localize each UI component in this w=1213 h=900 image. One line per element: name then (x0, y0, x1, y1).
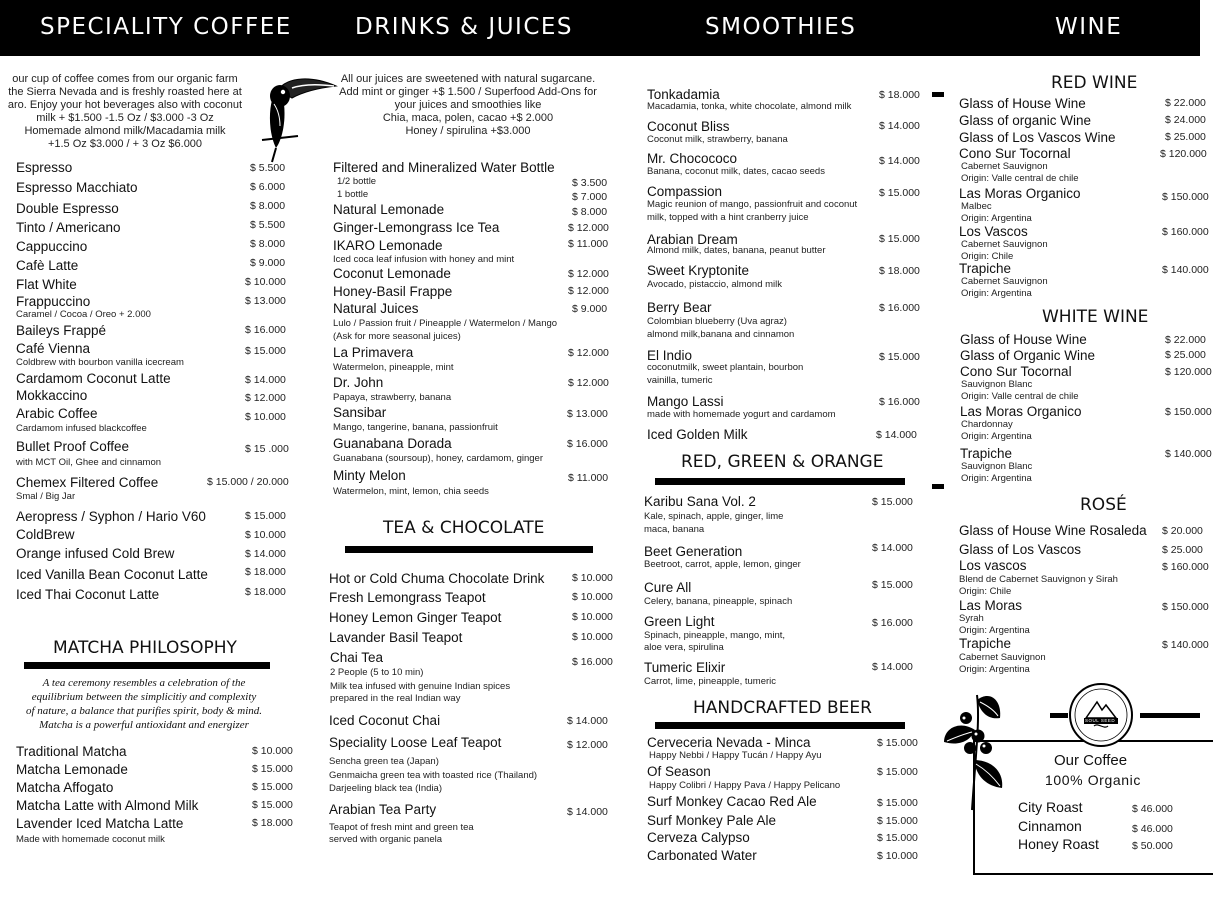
section-divider (345, 546, 593, 553)
menu-item-price: $ 10.000 (572, 631, 613, 643)
menu-item-price: $ 25.000 (1162, 544, 1203, 556)
intro-line: All our juices are sweetened with natural sugarcane. (340, 73, 596, 85)
quote-line: of nature, a balance that purifies spirit, body & mind. (25, 705, 263, 717)
menu-item-price: $ 150.000 (1162, 191, 1209, 203)
menu-item-note: Kale, spinach, apple, ginger, lime (644, 511, 784, 522)
menu-item-price: $ 15.000 (877, 737, 918, 749)
menu-item-name: Trapiche (959, 261, 1012, 276)
menu-item-price: $ 10.000 (245, 529, 286, 541)
menu-item-price: $ 16.000 (872, 617, 913, 629)
menu-item-name: Orange infused Cold Brew (16, 546, 175, 561)
coffee-header: SPECIALITY COFFEE (40, 14, 292, 40)
menu-item-price: $ 50.000 (1132, 840, 1173, 852)
menu-item-note: Mango, tangerine, banana, passionfruit (333, 422, 498, 433)
menu-item-price: $ 12.000 (568, 222, 609, 234)
menu-item-price: $ 13.000 (567, 408, 608, 420)
menu-item-price: $ 12.000 (567, 739, 608, 751)
menu-item-note: Origin: Argentina (961, 213, 1032, 224)
menu-item-price: $ 120.000 (1165, 366, 1212, 378)
menu-item-price: $ 140.000 (1162, 639, 1209, 651)
quote-line: equilibrium between the simplicitiy and complexity (31, 691, 257, 703)
menu-item-name: Iced Coconut Chai (329, 713, 441, 728)
menu-item-price: $ 15.000 (245, 510, 286, 522)
beer-title: HANDCRAFTED BEER (693, 698, 872, 718)
menu-item-name: Café Vienna (16, 341, 91, 356)
menu-item-note: vainilla, tumeric (647, 375, 713, 386)
menu-item-price: $ 15.000 (877, 832, 918, 844)
menu-item-note: Coldbrew with bourbon vanilla icecream (16, 357, 184, 368)
menu-item-note: 2 People (5 to 10 min) (330, 667, 424, 678)
menu-item-name: Espresso (16, 160, 73, 175)
menu-item-price: $ 16.000 (567, 438, 608, 450)
menu-item-price: $ 11.000 (568, 238, 609, 250)
menu-item-price: $ 14.000 (567, 806, 608, 818)
menu-item-price: $ 3.500 (572, 177, 608, 189)
menu-item-price: $ 15.000 (877, 766, 918, 778)
menu-item-note: Darjeeling black tea (India) (329, 783, 443, 794)
intro-line: Chia, maca, polen, cacao +$ 2.000 (382, 112, 554, 124)
section-divider (655, 722, 905, 729)
menu-item-name: Las Moras Organico (959, 186, 1081, 201)
menu-item-price: $ 8.000 (572, 206, 608, 218)
menu-item-note: Spinach, pineapple, mango, mint, (644, 630, 786, 641)
menu-item-price: $ 12.000 (568, 268, 609, 280)
menu-item-name: Compassion (647, 184, 723, 199)
menu-item-name: Cerveceria Nevada - Minca (647, 735, 811, 750)
menu-item-price: $ 18.000 (879, 265, 920, 277)
menu-item-price: $ 5.500 (250, 162, 286, 174)
menu-item-name: Beet Generation (644, 544, 743, 559)
menu-item-price: $ 15.000 (872, 496, 913, 508)
matcha-title: MATCHA PHILOSOPHY (53, 638, 237, 658)
menu-item-price: $ 15.000 (879, 351, 920, 363)
menu-item-note: Papaya, strawberry, banana (333, 392, 452, 403)
menu-item-price: $ 14.000 (879, 155, 920, 167)
menu-item-note: (Ask for more seasonal juices) (333, 331, 461, 342)
menu-item-name: Lavender Iced Matcha Latte (16, 816, 184, 831)
red-wine-title: RED WINE (1051, 73, 1138, 93)
drinks-header: DRINKS & JUICES (355, 14, 574, 40)
menu-item-name: Hot or Cold Chuma Chocolate Drink (329, 571, 545, 586)
menu-item-name: Minty Melon (333, 468, 406, 483)
menu-item-price: $ 140.000 (1162, 264, 1209, 276)
menu-item-note: Guanabana (soursoup), honey, cardamom, ginger (333, 453, 544, 464)
menu-item-name: Cono Sur Tocornal (959, 146, 1071, 161)
menu-item-name: Cure All (644, 580, 692, 595)
menu-item-note: Origin: Argentina (959, 664, 1030, 675)
menu-item-note: Almond milk, dates, banana, peanut butter (647, 245, 826, 256)
menu-item-name: Natural Juices (333, 301, 419, 316)
drinks-intro (328, 73, 608, 138)
intro-line: aro. Enjoy your hot beverages also with coconut (7, 99, 243, 111)
menu-item-name: Glass of Los Vascos (959, 542, 1082, 557)
quote-line: Matcha is a powerful antioxidant and energizer (39, 719, 249, 731)
menu-item-price: $ 14.000 (567, 715, 608, 727)
menu-item-name: Glass of House Wine Rosaleda (959, 523, 1147, 538)
menu-item-price: $ 140.000 (1165, 448, 1212, 460)
menu-item-note: Banana, coconut milk, dates, cacao seeds (647, 166, 825, 177)
menu-item-name: IKARO Lemonade (333, 238, 443, 253)
menu-item-name: Mango Lassi (647, 394, 724, 409)
menu-item-price: $ 14.000 (245, 548, 286, 560)
menu-item-note: Sauvignon Blanc (961, 379, 1033, 390)
logo-text: SOUL SEED (1085, 718, 1116, 723)
menu-item-price: $ 10.000 (877, 850, 918, 862)
menu-item-note: Lulo / Passion fruit / Pineapple / Watermelon / Mango (333, 318, 558, 329)
section-divider (1140, 713, 1200, 718)
menu-item-note: Watermelon, pineapple, mint (333, 362, 454, 373)
menu-subitem-name: 1 bottle (337, 189, 369, 200)
menu-item-price: $ 12.000 (568, 285, 609, 297)
menu-item-name: Arabian Tea Party (329, 802, 437, 817)
menu-item-price: $ 14.000 (879, 120, 920, 132)
menu-item-price: $ 16.000 (245, 324, 286, 336)
section-divider (24, 662, 270, 669)
menu-item-note: with MCT Oil, Ghee and cinnamon (16, 457, 162, 468)
menu-item-name: Cappuccino (16, 239, 88, 254)
menu-item-price: $ 15 .000 (245, 443, 289, 455)
menu-item-price: $ 46.000 (1132, 803, 1173, 815)
menu-item-price: $ 22.000 (1165, 334, 1206, 346)
menu-item-name: City Roast (1018, 799, 1083, 815)
menu-item-note: Macadamia, tonka, white chocolate, almond milk (647, 101, 852, 112)
menu-item-name: Coconut Bliss (647, 119, 730, 134)
menu-item-note: Malbec (961, 201, 992, 212)
menu-item-name: Mr. Chocococo (647, 151, 738, 166)
menu-item-price: $ 14.000 (872, 661, 913, 673)
menu-item-note: Made with homemade coconut milk (16, 834, 165, 845)
tea-title: TEA & CHOCOLATE (383, 518, 545, 538)
menu-item-price: $ 15.000 (252, 763, 293, 775)
menu-item-price: $ 150.000 (1165, 406, 1212, 418)
intro-line: our cup of coffee comes from our organic farm (12, 73, 238, 85)
menu-item-price: $ 14.000 (245, 374, 286, 386)
menu-item-name: Arabian Dream (647, 232, 738, 247)
menu-item-name: Sweet Kryptonite (647, 263, 750, 278)
menu-item-name: Of Season (647, 764, 711, 779)
menu-item-price: $ 15.000 (877, 797, 918, 809)
menu-item-name: Trapiche (960, 446, 1013, 461)
intro-line: Homemade almond milk/Macadamia milk (24, 125, 226, 137)
intro-line: your juices and smoothies like (394, 99, 542, 111)
menu-item-name: Flat White (16, 277, 77, 292)
menu-item-name: Iced Vanilla Bean Coconut Latte (16, 567, 208, 582)
menu-item-price: $ 12.000 (568, 347, 609, 359)
menu-item-name: Chemex Filtered Coffee (16, 475, 159, 490)
menu-item-name: Espresso Macchiato (16, 180, 138, 195)
menu-item-price: $ 15.000 (877, 815, 918, 827)
menu-item-name: Chai Tea (330, 650, 384, 665)
menu-item-price: $ 16.000 (879, 396, 920, 408)
coffee-branch-illustration (942, 690, 1010, 815)
menu-item-note: Watermelon, mint, lemon, chia seeds (333, 486, 489, 497)
menu-item-note: Avocado, pistaccio, almond milk (647, 279, 782, 290)
menu-item-price: $ 15.000 (252, 781, 293, 793)
menu-item-note: prepared in the real Indian way (330, 693, 461, 704)
menu-item-price: $ 18.000 (245, 566, 286, 578)
menu-item-name: Los vascos (959, 558, 1027, 573)
menu-item-name: ColdBrew (16, 527, 75, 542)
rgo-title: RED, GREEN & ORANGE (681, 452, 884, 472)
menu-item-note: Cabernet Sauvignon (959, 652, 1046, 663)
menu-item-name: Bullet Proof Coffee (16, 439, 130, 454)
menu-item-price: $ 8.000 (250, 238, 286, 250)
menu-item-note: Genmaicha green tea with toasted rice (Thailand) (329, 770, 538, 781)
intro-line: the Sierra Nevada and is freshly roasted here at (8, 86, 242, 98)
menu-item-name: Las Moras Organico (960, 404, 1082, 419)
menu-item-name: Las Moras (959, 598, 1023, 613)
menu-item-price: $ 7.000 (572, 191, 608, 203)
rose-title: ROSÉ (1080, 495, 1127, 515)
menu-item-name: La Primavera (333, 345, 414, 360)
intro-line: Add mint or ginger +$ 1.500 / Superfood Add-Ons for (339, 86, 597, 98)
menu-item-price: $ 15.000 (872, 579, 913, 591)
menu-item-note: Smal / Big Jar (16, 491, 76, 502)
menu-item-price: $ 10.000 (572, 572, 613, 584)
menu-item-price: $ 18.000 (879, 89, 920, 101)
menu-item-price: $ 150.000 (1162, 601, 1209, 613)
menu-item-name: Lavander Basil Teapot (329, 630, 463, 645)
menu-item-price: $ 18.000 (245, 586, 286, 598)
our-coffee-subtitle: 100% Organic (1045, 772, 1141, 788)
menu-item-price: $ 10.000 (572, 591, 613, 603)
menu-item-note: Cardamom infused blackcoffee (16, 423, 147, 434)
menu-item-price: $ 20.000 (1162, 525, 1203, 537)
menu-item-name: Matcha Lemonade (16, 762, 128, 777)
menu-item-note: Magic reunion of mango, passionfruit and coconut (647, 199, 858, 210)
menu-item-note: Sauvignon Blanc (961, 461, 1033, 472)
menu-item-name: Mokkaccino (16, 388, 88, 403)
menu-item-name: Surf Monkey Cacao Red Ale (647, 794, 817, 809)
menu-item-name: Glass of House Wine (959, 96, 1086, 111)
menu-item-note: coconutmilk, sweet plantain, bourbon (647, 362, 804, 373)
menu-item-name: Cerveza Calypso (647, 830, 750, 845)
menu-item-price: $ 16.000 (572, 656, 613, 668)
menu-item-note: Beetroot, carrot, apple, lemon, ginger (644, 559, 801, 570)
menu-item-name: Iced Golden Milk (647, 427, 748, 442)
menu-item-price: $ 160.000 (1162, 561, 1209, 573)
menu-item-price: $ 25.000 (1165, 131, 1206, 143)
menu-item-note: Blend de Cabernet Sauvignon y Sirah (959, 574, 1118, 585)
intro-line: milk + $1.500 -1.5 Oz / $3.000 -3 Oz (36, 112, 214, 124)
menu-item-price: $ 8.000 (250, 200, 286, 212)
menu-item-name: Filtered and Mineralized Water Bottle (333, 160, 555, 175)
menu-item-name: Tonkadamia (647, 87, 720, 102)
soul-seed-logo (1066, 680, 1136, 750)
menu-item-name: Coconut Lemonade (333, 266, 451, 281)
menu-item-price: $ 15.000 (879, 233, 920, 245)
menu-item-note: Origin: Argentina (961, 431, 1032, 442)
menu-item-price: $ 11.000 (568, 472, 609, 484)
menu-item-name: Speciality Loose Leaf Teapot (329, 735, 502, 750)
menu-item-name: Cinnamon (1018, 818, 1082, 834)
menu-item-name: Cardamom Coconut Latte (16, 371, 171, 386)
menu-item-note: Origin: Valle central de chile (961, 391, 1079, 402)
menu-item-note: Cabernet Sauvignon (961, 161, 1048, 172)
menu-item-price: $ 22.000 (1165, 97, 1206, 109)
menu-item-note: Carrot, lime, pineapple, tumeric (644, 676, 776, 687)
wine-header: WINE (1055, 14, 1123, 40)
menu-item-name: Aeropress / Syphon / Hario V60 (16, 509, 206, 524)
menu-item-note: Iced coca leaf infusion with honey and mint (333, 254, 515, 265)
menu-item-note: Origin: Argentina (959, 625, 1030, 636)
menu-item-note: Caramel / Cocoa / Oreo + 2.000 (16, 309, 151, 320)
menu-item-note: Happy Colibri / Happy Pava / Happy Pelicano (649, 780, 841, 791)
menu-item-note: Origin: Argentina (961, 473, 1032, 484)
menu-item-note: Teapot of fresh mint and green tea (329, 822, 474, 833)
menu-item-price: $ 14.000 (876, 429, 917, 441)
section-divider (655, 478, 905, 485)
menu-item-name: Karibu Sana Vol. 2 (644, 494, 756, 509)
menu-item-note: Coconut milk, strawberry, banana (647, 134, 788, 145)
menu-item-note: Origin: Argentina (961, 288, 1032, 299)
menu-item-name: Cono Sur Tocornal (960, 364, 1072, 379)
menu-item-price: $ 9.000 (572, 303, 608, 315)
menu-item-note: Celery, banana, pineapple, spinach (644, 596, 793, 607)
menu-item-note: Origin: Chile (959, 586, 1012, 597)
menu-item-price: $ 14.000 (872, 542, 913, 554)
menu-item-note: made with homemade yogurt and cardamom (647, 409, 836, 420)
menu-item-note: almond milk,banana and cinnamon (647, 329, 795, 340)
menu-item-price: $ 25.000 (1165, 349, 1206, 361)
menu-item-price: $ 15.000 (245, 345, 286, 357)
menu-item-name: Green Light (644, 614, 715, 629)
menu-item-name: Sansibar (333, 405, 387, 420)
menu-item-name: Surf Monkey Pale Ale (647, 813, 777, 828)
menu-item-note: Milk tea infused with genuine Indian spices (330, 681, 511, 692)
menu-item-price: $ 15.000 (879, 187, 920, 199)
menu-item-name: Dr. John (333, 375, 384, 390)
menu-item-name: Glass of organic Wine (959, 113, 1092, 128)
menu-item-note: Origin: Valle central de chile (961, 173, 1079, 184)
menu-item-name: Baileys Frappé (16, 323, 107, 338)
menu-item-name: Tumeric Elixir (644, 660, 726, 675)
menu-item-name: Arabic Coffee (16, 406, 98, 421)
menu-item-note: aloe vera, spirulina (644, 642, 724, 653)
menu-item-name: Carbonated Water (647, 848, 757, 863)
matcha-quote (10, 676, 278, 732)
menu-item-name: Cafè Latte (16, 258, 79, 273)
menu-item-price: $ 18.000 (252, 817, 293, 829)
menu-item-price: $ 6.000 (250, 181, 286, 193)
menu-item-price: $ 160.000 (1162, 226, 1209, 238)
menu-item-price: $ 15.000 / 20.000 (207, 476, 289, 488)
menu-item-note: served with organic panela (329, 834, 443, 845)
smoothies-header: SMOOTHIES (705, 14, 857, 40)
menu-item-price: $ 10.000 (245, 411, 286, 423)
quote-line: A tea ceremony resembles a celebration of the (42, 677, 246, 689)
menu-item-name: Honey-Basil Frappe (333, 284, 453, 299)
menu-item-note: Origin: Chile (961, 251, 1014, 262)
our-coffee-title: Our Coffee (1054, 752, 1128, 769)
section-divider (932, 92, 944, 97)
white-wine-title: WHITE WINE (1042, 307, 1149, 327)
menu-item-name: Glass of House Wine (960, 332, 1087, 347)
menu-item-name: Tinto / Americano (16, 220, 121, 235)
menu-item-note: Syrah (959, 613, 984, 624)
menu-item-name: Matcha Affogato (16, 780, 114, 795)
menu-item-price: $ 15.000 (252, 799, 293, 811)
menu-item-name: Glass of Los Vascos Wine (959, 130, 1116, 145)
coffee-intro (0, 73, 250, 151)
menu-item-note: maca, banana (644, 524, 705, 535)
menu-item-price: $ 5.500 (250, 219, 286, 231)
menu-item-note: Colombian blueberry (Uva agraz) (647, 316, 787, 327)
menu-item-note: Happy Nebbi / Happy Tucán / Happy Ayu (649, 750, 822, 761)
menu-item-price: $ 13.000 (245, 295, 286, 307)
menu-item-price: $ 12.000 (568, 377, 609, 389)
menu-item-note: Chardonnay (961, 419, 1013, 430)
menu-item-name: Traditional Matcha (16, 744, 127, 759)
menu-item-price: $ 10.000 (572, 611, 613, 623)
menu-item-price: $ 9.000 (250, 257, 286, 269)
menu-item-note: Cabernet Sauvignon (961, 276, 1048, 287)
menu-item-price: $ 10.000 (252, 745, 293, 757)
menu-item-price: $ 10.000 (245, 276, 286, 288)
menu-item-name: Natural Lemonade (333, 202, 445, 217)
menu-item-name: Double Espresso (16, 201, 119, 216)
menu-item-price: $ 46.000 (1132, 823, 1173, 835)
menu-subitem-name: 1/2 bottle (337, 176, 377, 187)
menu-item-name: Fresh Lemongrass Teapot (329, 590, 486, 605)
menu-item-price: $ 16.000 (879, 302, 920, 314)
menu-item-name: Matcha Latte with Almond Milk (16, 798, 199, 813)
menu-item-name: Berry Bear (647, 300, 712, 315)
menu-item-name: El Indio (647, 348, 693, 363)
section-divider (932, 484, 944, 489)
menu-item-note: milk, topped with a hint cranberry juice (647, 212, 809, 223)
menu-item-name: Honey Roast (1018, 836, 1099, 852)
menu-item-note: Cabernet Sauvignon (961, 239, 1048, 250)
intro-line: +1.5 Oz $3.000 / + 3 Oz $6.000 (47, 138, 203, 150)
intro-line: Honey / spirulina +$3.000 (405, 125, 531, 137)
toucan-illustration (258, 66, 338, 166)
menu-item-name: Ginger-Lemongrass Ice Tea (333, 220, 500, 235)
menu-item-price: $ 24.000 (1165, 114, 1206, 126)
menu-item-name: Glass of Organic Wine (960, 348, 1096, 363)
menu-item-name: Iced Thai Coconut Latte (16, 587, 160, 602)
menu-item-name: Frappuccino (16, 294, 91, 309)
menu-item-name: Los Vascos (959, 224, 1028, 239)
menu-item-name: Honey Lemon Ginger Teapot (329, 610, 502, 625)
menu-item-note: Sencha green tea (Japan) (329, 756, 439, 767)
menu-item-price: $ 120.000 (1160, 148, 1207, 160)
menu-item-name: Trapiche (959, 636, 1012, 651)
menu-item-name: Guanabana Dorada (333, 436, 452, 451)
menu-item-price: $ 12.000 (245, 392, 286, 404)
